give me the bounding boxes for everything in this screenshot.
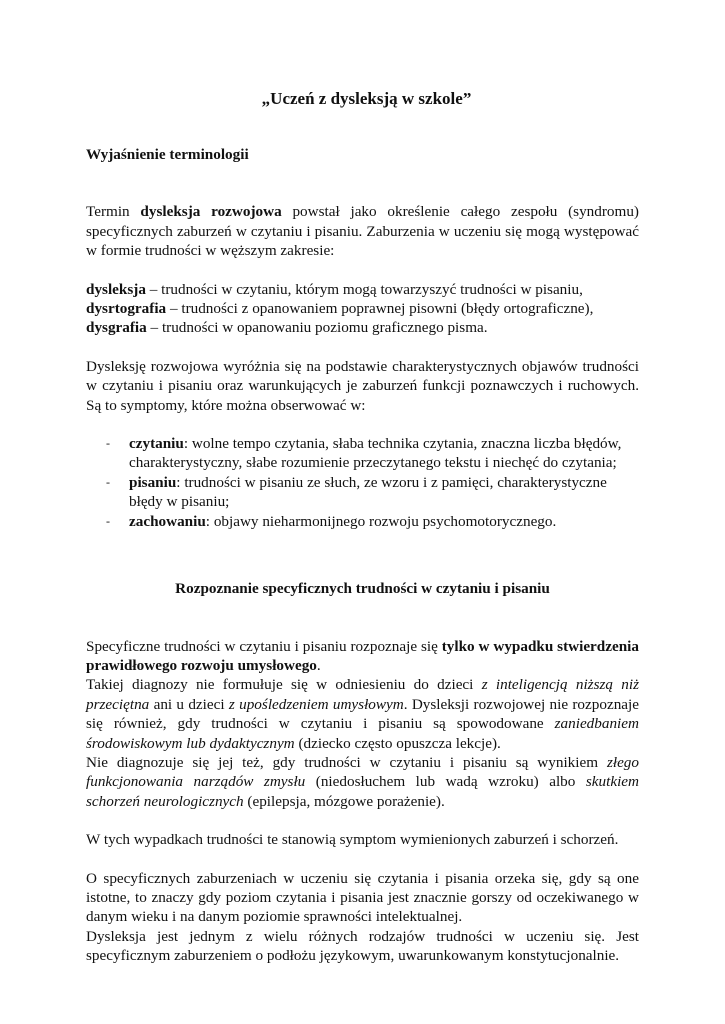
dash-bullet: - [106, 474, 110, 489]
symptoms-intro-paragraph: Dysleksję rozwojowa wyróżnia się na podstawie charakterystycznych objawów trudności w czytaniu i pisaniu oraz warunkujących je zaburzeń funkcji poznawczych i ruchowych. Są to symptomy, które można obserwować w: [86, 357, 639, 414]
intro-paragraph: Termin dysleksja rozwojowa powstał jako określenie całego zespołu (syndromu) specyficznych zaburzeń w czytaniu i pisaniu. Zaburzenia w uczeniu się mogą występować w formie trudności w węższym zakresie: [86, 203, 639, 260]
conclusion-paragraph-1: O specyficznych zaburzeniach w uczeniu się czytania i pisania orzeka się, gdy są one istotne, to znaczy gdy poziom czytania i pisania jest znacznie gorszy od oczekiwanego w danym wieku i na danym poziomie sprawności intelektualnej. [86, 869, 639, 926]
diagnosis-block [86, 637, 639, 812]
list-item: - zachowaniu: objawy nieharmonijnego rozwoju psychomotorycznego. [106, 512, 557, 530]
terms-list [86, 280, 639, 338]
conclusion-paragraph-2: Dysleksja jest jednym z wielu różnych rodzajów trudności w uczeniu się. Jest specyficznym zaburzeniem o podłożu językowym, uwarunkowanym konstytucjonalnie. [86, 927, 639, 965]
term-dysleksja-rozwojowa: dysleksja rozwojowa [140, 203, 282, 221]
dash-bullet: - [106, 513, 110, 528]
conclusion-block [86, 869, 639, 966]
term-line: dysleksja – trudności w czytaniu, którym mogą towarzyszyć trudności w pisaniu, [86, 280, 583, 298]
diagnosis-paragraph-3: Nie diagnozuje się jej też, gdy trudności w czytaniu i pisaniu są wynikiem złego funkcjonowania narządów zmysłu (niedosłuchem lub wadą wzroku) albo skutkiem schorzeń neurologicznych (epilepsja, mózgowe porażenie). [86, 753, 639, 810]
dash-bullet: - [106, 436, 110, 451]
list-item: - czytaniu: wolne tempo czytania, słaba technika czytania, znaczna liczba błędów, charakterystyczny, słabe rozumienie przeczytanego tekstu i niechęć do czytania; [106, 435, 622, 472]
section-heading-terminology: Wyjaśnienie terminologii [86, 146, 249, 163]
document-page [86, 88, 639, 966]
document-title: „Uczeń z dysleksją w szkole” [261, 89, 472, 108]
diagnosis-paragraph-1: Specyficzne trudności w czytaniu i pisaniu rozpoznaje się tylko w wypadku stwierdzenia prawidłowego rozwoju umysłowego. [86, 637, 639, 674]
symptom-note-paragraph: W tych wypadkach trudności te stanowią symptom wymienionych zaburzeń i schorzeń. [86, 831, 619, 849]
symptoms-list [86, 434, 639, 531]
diagnosis-paragraph-2: Takiej diagnozy nie formułuje się w odniesieniu do dzieci z inteligencją niższą niż przeciętna ani u dzieci z upośledzeniem umysłowym. Dysleksji rozwojowej nie rozpoznaje się również, gdy trudności w czytaniu i pisaniu są spowodowane zaniedbaniem środowiskowym lub dydaktycznym (dziecko często opuszcza lekcje). [86, 676, 639, 752]
section-heading-diagnosis: Rozpoznanie specyficznych trudności w czytaniu i pisaniu [175, 580, 550, 598]
term-line: dysrtografia – trudności z opanowaniem poprawnej pisowni (błędy ortograficzne), [86, 300, 594, 318]
list-item: - pisaniu: trudności w pisaniu ze słuch, ze wzoru i z pamięci, charakterystyczne błędy w pisaniu; [106, 473, 607, 511]
term-line: dysgrafia – trudności w opanowaniu poziomu graficznego pisma. [86, 319, 488, 337]
